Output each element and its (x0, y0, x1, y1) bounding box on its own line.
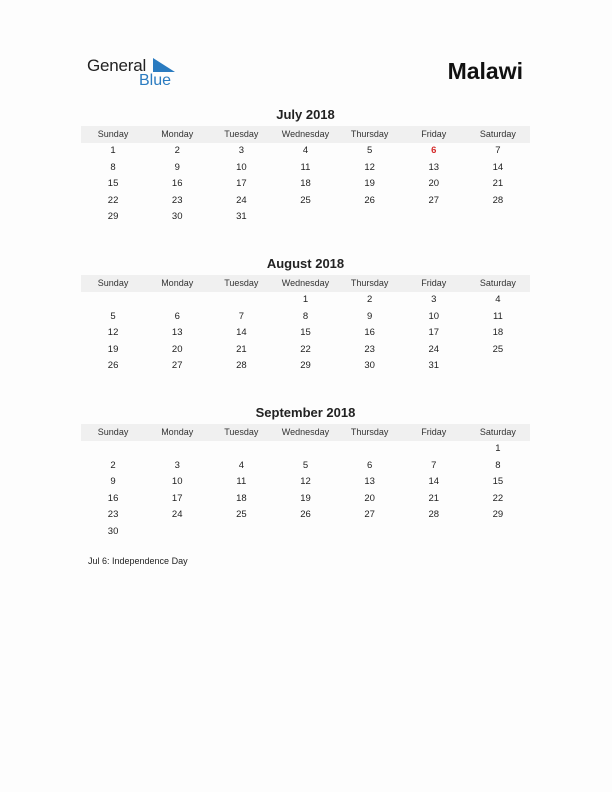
day-cell (273, 441, 337, 458)
day-cell: 22 (492, 492, 504, 504)
day-cell (209, 441, 273, 458)
day-cell: 21 (428, 492, 440, 504)
week-row (81, 458, 530, 475)
weekday-label: Thursday (350, 278, 389, 288)
day-cell: 29 (300, 360, 311, 371)
week-row (81, 342, 530, 359)
day-cell: 31 (428, 360, 440, 371)
day-cell: 16 (171, 178, 183, 189)
day-cell (466, 524, 530, 541)
day-cell (209, 292, 273, 309)
day-cell: 17 (171, 492, 183, 504)
weekday-label: Tuesday (224, 129, 259, 139)
day-cell: 2 (174, 145, 180, 156)
day-cell: 24 (428, 343, 440, 355)
day-cell (338, 524, 402, 541)
day-cell: 11 (492, 310, 503, 322)
day-cell: 27 (171, 360, 183, 371)
day-cell: 24 (171, 509, 183, 520)
weekday-label: Saturday (479, 427, 516, 437)
month-july (81, 107, 530, 226)
week-row (81, 524, 530, 541)
weekday-label: Monday (161, 129, 194, 139)
day-cell: 20 (364, 492, 375, 504)
day-cell: 2 (366, 294, 373, 305)
day-cell: 12 (300, 476, 311, 487)
day-cell (273, 524, 337, 541)
day-cell: 4 (302, 145, 309, 156)
day-cell: 17 (236, 178, 247, 189)
day-cell (209, 524, 273, 541)
day-cell: 7 (495, 145, 501, 156)
day-cell: 5 (302, 459, 309, 471)
day-cell: 10 (236, 161, 247, 173)
day-cell: 9 (110, 476, 116, 487)
day-cell (466, 209, 530, 226)
weekday-label: Tuesday (224, 427, 259, 437)
day-cell: 27 (364, 509, 375, 520)
logo-general-text: General (87, 56, 147, 75)
day-cell: 12 (364, 161, 375, 173)
day-cell: 4 (238, 459, 244, 471)
day-cell (81, 292, 145, 309)
day-cell: 1 (110, 145, 116, 156)
day-cell: 30 (107, 525, 119, 537)
day-cell: 31 (236, 211, 247, 222)
day-cell: 13 (428, 161, 440, 173)
day-cell: 28 (236, 360, 247, 371)
day-cell: 3 (238, 145, 244, 156)
day-cell: 18 (300, 178, 311, 189)
day-cell: 7 (238, 310, 244, 322)
weekday-label: Sunday (97, 278, 129, 288)
day-cell: 11 (236, 476, 247, 487)
day-cell: 24 (236, 194, 247, 206)
day-cell: 15 (107, 178, 119, 189)
day-cell: 20 (428, 178, 440, 189)
weekday-label: Wednesday (281, 427, 330, 437)
day-cell: 11 (300, 161, 311, 173)
holiday-notes (88, 556, 188, 566)
day-cell: 19 (364, 178, 375, 189)
weekday-label: Saturday (479, 129, 516, 139)
day-cell (338, 209, 402, 226)
day-cell: 15 (300, 327, 311, 338)
holiday-note: Jul 6: Independence Day (88, 556, 188, 566)
day-cell: 3 (174, 459, 180, 471)
day-cell: 5 (366, 145, 373, 156)
day-cell: 26 (107, 360, 119, 371)
weekday-label: Wednesday (281, 278, 330, 288)
day-cell: 30 (364, 360, 375, 371)
day-cell: 20 (171, 343, 183, 355)
week-row (81, 160, 530, 177)
day-cell: 16 (364, 327, 375, 338)
day-cell: 28 (428, 509, 440, 520)
generalblue-logo (87, 56, 187, 92)
day-cell: 19 (107, 343, 119, 355)
weekday-label: Thursday (350, 427, 389, 437)
week-row (81, 176, 530, 193)
weekday-label: Sunday (97, 129, 129, 139)
day-cell (402, 441, 466, 458)
day-cell: 8 (110, 161, 116, 173)
day-cell: 29 (492, 509, 504, 520)
weekday-label: Thursday (350, 129, 389, 139)
day-cell: 5 (110, 310, 116, 322)
day-cell: 4 (495, 294, 501, 305)
day-cell: 25 (236, 509, 247, 520)
week-row (81, 441, 530, 458)
week-row (81, 143, 530, 160)
country-title: Malawi (447, 58, 523, 84)
day-cell: 14 (236, 327, 247, 338)
day-cell: 18 (236, 492, 247, 504)
day-cell: 25 (300, 194, 311, 206)
day-cell: 21 (492, 178, 504, 189)
logo-blue-text: Blue (139, 72, 172, 89)
weekday-header-row (81, 126, 530, 143)
month-title: September 2018 (255, 405, 356, 420)
day-cell: 10 (428, 310, 440, 322)
weekday-label: Friday (421, 278, 447, 288)
day-cell: 30 (171, 211, 183, 222)
logo-triangle-icon (153, 58, 175, 72)
day-cell: 27 (428, 194, 440, 206)
weekday-label: Wednesday (281, 129, 330, 139)
week-row (81, 491, 530, 508)
week-row (81, 209, 530, 226)
day-cell (145, 524, 209, 541)
day-cell (466, 358, 530, 375)
day-cell: 26 (364, 194, 375, 206)
day-cell: 21 (236, 343, 247, 355)
day-cell: 29 (107, 211, 119, 222)
day-cell: 22 (300, 343, 311, 355)
day-cell: 16 (107, 492, 119, 504)
weekday-label: Monday (161, 427, 194, 437)
month-title: July 2018 (276, 107, 335, 122)
day-cell: 8 (495, 459, 501, 471)
day-cell: 12 (107, 327, 119, 338)
day-cell: 14 (492, 161, 504, 173)
weekday-label: Friday (421, 427, 447, 437)
day-cell: 13 (171, 327, 183, 338)
day-cell: 18 (492, 327, 504, 338)
day-cell (81, 441, 145, 458)
day-cell (402, 209, 466, 226)
day-cell (145, 292, 209, 309)
week-row (81, 193, 530, 210)
weekday-label: Sunday (97, 427, 129, 437)
day-cell: 9 (366, 310, 373, 322)
weekday-label: Saturday (479, 278, 516, 288)
day-cell: 7 (431, 459, 437, 471)
holiday-day-cell: 6 (431, 145, 437, 156)
day-cell (402, 524, 466, 541)
weekday-header-row (81, 275, 530, 292)
week-row (81, 507, 530, 524)
weekday-label: Tuesday (224, 278, 259, 288)
day-cell: 25 (492, 343, 504, 355)
day-cell (273, 209, 337, 226)
weekday-label: Monday (161, 278, 194, 288)
day-cell: 28 (492, 194, 504, 206)
day-cell: 23 (171, 194, 183, 206)
day-cell: 15 (492, 476, 504, 487)
day-cell: 14 (428, 476, 440, 487)
day-cell: 19 (300, 492, 311, 504)
day-cell: 1 (495, 443, 501, 454)
day-cell: 9 (174, 161, 180, 173)
day-cell: 13 (364, 476, 375, 487)
day-cell: 23 (364, 343, 375, 355)
day-cell: 2 (110, 459, 116, 471)
day-cell: 6 (366, 459, 373, 471)
month-title: August 2018 (266, 256, 345, 271)
day-cell: 1 (302, 294, 309, 305)
month-september (81, 405, 530, 540)
month-august (81, 256, 530, 375)
week-row (81, 358, 530, 375)
day-cell: 26 (300, 509, 311, 520)
weekday-header-row (81, 424, 530, 441)
week-row (81, 474, 530, 491)
weekday-label: Friday (421, 129, 447, 139)
day-cell: 22 (107, 194, 119, 206)
week-row (81, 292, 530, 309)
day-cell: 8 (302, 310, 309, 322)
day-cell: 3 (431, 294, 437, 305)
day-cell (338, 441, 402, 458)
day-cell (145, 441, 209, 458)
day-cell: 6 (174, 310, 180, 322)
week-row (81, 309, 530, 326)
week-row (81, 325, 530, 342)
day-cell: 10 (171, 476, 183, 487)
day-cell: 23 (107, 509, 119, 520)
day-cell: 17 (428, 327, 440, 338)
